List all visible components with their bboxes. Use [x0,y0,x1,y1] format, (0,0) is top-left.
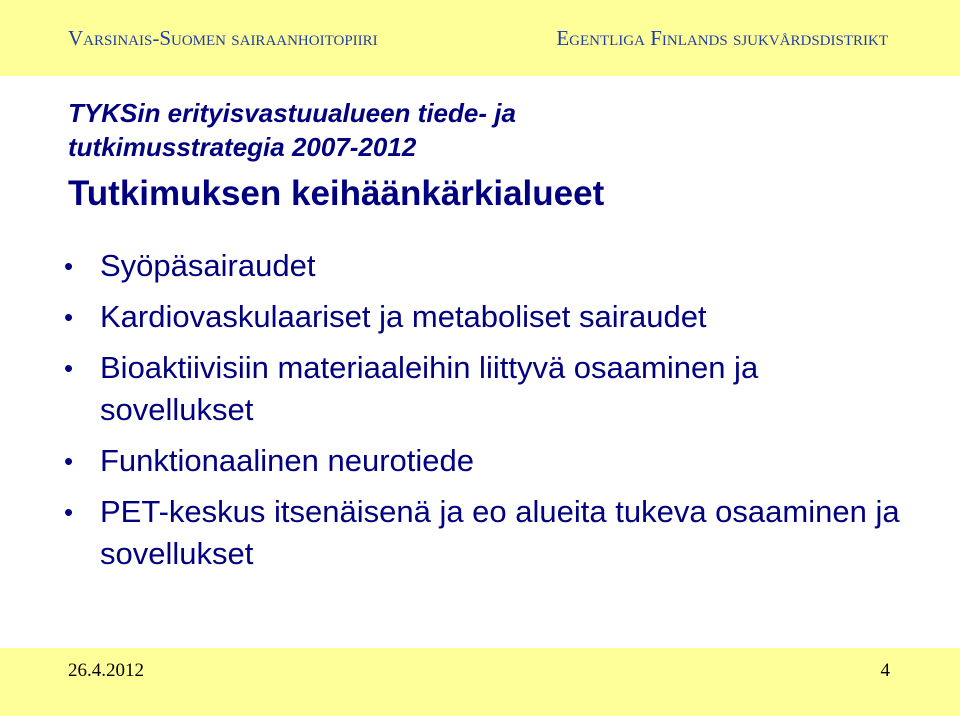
bullet-text: Kardiovaskulaariset ja metaboliset sairaudet [100,299,707,334]
bullet-item [60,347,920,431]
footer-band [0,648,960,716]
bullet-item [60,491,920,575]
bullet-item [60,440,920,482]
footer-date: 26.4.2012 [68,660,144,681]
bullet-dot-icon: • [64,497,74,527]
bullet-text: Syöpäsairaudet [100,248,316,283]
slide-pre-title [68,96,928,164]
header-org-swedish: Egentliga Finlands sjukvårdsdistrikt [556,26,888,50]
bullet-dot-icon: • [64,302,74,332]
bullet-dot-icon: • [64,251,74,281]
bullet-item [60,296,920,338]
bullet-dot-icon: • [64,446,74,476]
pre-title-line-1: TYKSin erityisvastuualueen tiede- ja [68,98,516,128]
bullet-text: Bioaktiivisiin materiaaleihin liittyvä osaaminen ja sovellukset [100,350,759,427]
bullet-dot-icon: • [64,353,74,383]
bullet-text: Funktionaalinen neurotiede [100,443,474,478]
slide-title: Tutkimuksen keihäänkärkialueet [68,174,605,213]
bullet-list [60,245,920,584]
bullet-item [60,245,920,287]
header-org-finnish: Varsinais-Suomen sairaanhoitopiiri [68,26,378,50]
pre-title-line-2: tutkimusstrategia 2007-2012 [68,132,417,162]
bullet-text: PET-keskus itsenäisenä ja eo alueita tukeva osaaminen ja sovellukset [100,494,900,571]
footer-page-number: 4 [880,660,890,681]
